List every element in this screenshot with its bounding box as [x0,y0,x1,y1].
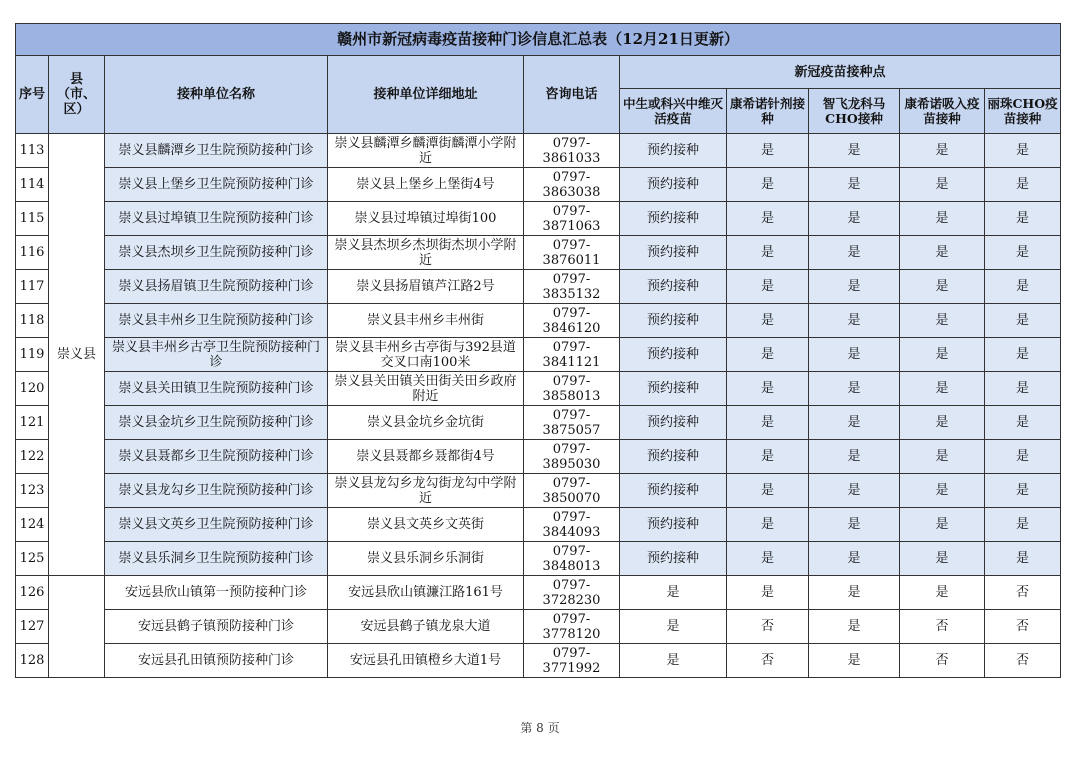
cell-address: 崇义县丰州乡古亭街与392县道交叉口南100米 [328,338,524,372]
cell-address: 崇义县关田镇关田街关田乡政府附近 [328,372,524,406]
cell-vaccine-cansino-injection: 是 [727,508,809,542]
cell-phone: 0797-3875057 [524,406,620,440]
table-row [16,304,1061,338]
cell-vaccine-inactivated: 预约接种 [620,304,727,338]
cell-vaccine-cansino-injection: 是 [727,474,809,508]
cell-vaccine-cansino-injection: 否 [727,644,809,678]
table-row [16,474,1061,508]
cell-phone: 0797-3846120 [524,304,620,338]
cell-vaccine-cansino-inhaled: 是 [900,576,985,610]
table-row [16,372,1061,406]
cell-phone: 0797-3728230 [524,576,620,610]
cell-vaccine-inactivated: 预约接种 [620,270,727,304]
cell-vaccine-inactivated: 预约接种 [620,168,727,202]
cell-vaccine-inactivated: 预约接种 [620,406,727,440]
cell-unit-name: 崇义县上堡乡卫生院预防接种门诊 [105,168,328,202]
table-row [16,236,1061,270]
cell-vaccine-zhifei-cho: 是 [809,236,900,270]
cell-unit-name: 崇义县丰州乡古亭卫生院预防接种门诊 [105,338,328,372]
cell-vaccine-inactivated: 是 [620,644,727,678]
cell-vaccine-cansino-injection: 是 [727,304,809,338]
cell-vaccine-cansino-injection: 是 [727,406,809,440]
cell-vaccine-inactivated: 预约接种 [620,440,727,474]
cell-vaccine-livzon-cho: 是 [985,134,1061,168]
cell-vaccine-cansino-inhaled: 是 [900,202,985,236]
table-row [16,576,1061,610]
cell-vaccine-livzon-cho: 是 [985,270,1061,304]
cell-unit-name: 崇义县乐洞乡卫生院预防接种门诊 [105,542,328,576]
cell-phone: 0797-3861033 [524,134,620,168]
cell-unit-name: 安远县欣山镇第一预防接种门诊 [105,576,328,610]
cell-vaccine-livzon-cho: 是 [985,168,1061,202]
header-vaccine-cansino-inhaled: 康希诺吸入疫苗接种 [900,89,985,134]
cell-unit-name: 崇义县过埠镇卫生院预防接种门诊 [105,202,328,236]
cell-address: 安远县欣山镇濂江路161号 [328,576,524,610]
cell-vaccine-livzon-cho: 是 [985,406,1061,440]
cell-seq: 125 [16,542,49,576]
cell-seq: 128 [16,644,49,678]
cell-vaccine-cansino-injection: 是 [727,134,809,168]
cell-vaccine-livzon-cho: 是 [985,372,1061,406]
cell-address: 崇义县聂都乡聂都街4号 [328,440,524,474]
table-row [16,406,1061,440]
cell-address: 崇义县丰州乡丰州街 [328,304,524,338]
cell-vaccine-cansino-inhaled: 否 [900,644,985,678]
cell-unit-name: 崇义县扬眉镇卫生院预防接种门诊 [105,270,328,304]
cell-address: 崇义县上堡乡上堡街4号 [328,168,524,202]
page-footer: 第 8 页 [520,721,560,735]
cell-vaccine-inactivated: 是 [620,576,727,610]
table-row [16,542,1061,576]
cell-vaccine-zhifei-cho: 是 [809,474,900,508]
cell-seq: 114 [16,168,49,202]
table-row [16,508,1061,542]
cell-address: 崇义县扬眉镇芦江路2号 [328,270,524,304]
cell-address: 崇义县龙勾乡龙勾街龙勾中学附近 [328,474,524,508]
cell-phone: 0797-3848013 [524,542,620,576]
cell-vaccine-zhifei-cho: 是 [809,202,900,236]
cell-seq: 119 [16,338,49,372]
cell-unit-name: 崇义县杰坝乡卫生院预防接种门诊 [105,236,328,270]
cell-vaccine-inactivated: 预约接种 [620,134,727,168]
cell-phone: 0797-3841121 [524,338,620,372]
cell-vaccine-cansino-injection: 是 [727,576,809,610]
cell-vaccine-cansino-inhaled: 是 [900,134,985,168]
cell-vaccine-cansino-inhaled: 是 [900,508,985,542]
cell-vaccine-cansino-injection: 是 [727,372,809,406]
header-unit-name: 接种单位名称 [105,56,328,134]
cell-vaccine-livzon-cho: 是 [985,508,1061,542]
cell-address: 崇义县文英乡文英街 [328,508,524,542]
table-row [16,168,1061,202]
table-row [16,440,1061,474]
header-address: 接种单位详细地址 [328,56,524,134]
cell-vaccine-inactivated: 预约接种 [620,372,727,406]
cell-vaccine-livzon-cho: 否 [985,644,1061,678]
cell-vaccine-cansino-injection: 是 [727,202,809,236]
cell-phone: 0797-3850070 [524,474,620,508]
cell-vaccine-cansino-inhaled: 否 [900,610,985,644]
cell-vaccine-cansino-inhaled: 是 [900,440,985,474]
cell-vaccine-livzon-cho: 是 [985,304,1061,338]
cell-phone: 0797-3876011 [524,236,620,270]
cell-unit-name: 崇义县金坑乡卫生院预防接种门诊 [105,406,328,440]
cell-unit-name: 崇义县丰州乡卫生院预防接种门诊 [105,304,328,338]
cell-phone: 0797-3863038 [524,168,620,202]
header-vaccine-livzon-cho: 丽珠CHO疫苗接种 [985,89,1061,134]
cell-vaccine-cansino-inhaled: 是 [900,474,985,508]
cell-vaccine-livzon-cho: 是 [985,474,1061,508]
cell-vaccine-cansino-inhaled: 是 [900,168,985,202]
cell-unit-name: 崇义县文英乡卫生院预防接种门诊 [105,508,328,542]
cell-vaccine-livzon-cho: 否 [985,610,1061,644]
cell-unit-name: 崇义县龙勾乡卫生院预防接种门诊 [105,474,328,508]
cell-vaccine-livzon-cho: 是 [985,542,1061,576]
cell-vaccine-cansino-inhaled: 是 [900,304,985,338]
cell-unit-name: 崇义县关田镇卫生院预防接种门诊 [105,372,328,406]
cell-vaccine-zhifei-cho: 是 [809,440,900,474]
cell-vaccine-inactivated: 预约接种 [620,508,727,542]
cell-address: 安远县孔田镇橙乡大道1号 [328,644,524,678]
table-body [16,134,1061,678]
table-row [16,134,1061,168]
table-title: 赣州市新冠病毒疫苗接种门诊信息汇总表（12月21日更新） [16,24,1061,56]
cell-address: 崇义县乐洞乡乐洞街 [328,542,524,576]
cell-phone: 0797-3835132 [524,270,620,304]
header-seq: 序号 [16,56,49,134]
cell-vaccine-cansino-injection: 是 [727,440,809,474]
cell-address: 崇义县过埠镇过埠街100 [328,202,524,236]
cell-seq: 123 [16,474,49,508]
cell-vaccine-livzon-cho: 是 [985,338,1061,372]
cell-vaccine-zhifei-cho: 是 [809,134,900,168]
cell-vaccine-zhifei-cho: 是 [809,304,900,338]
cell-vaccine-inactivated: 预约接种 [620,338,727,372]
cell-seq: 121 [16,406,49,440]
cell-phone: 0797-3778120 [524,610,620,644]
cell-address: 崇义县金坑乡金坑街 [328,406,524,440]
table-row [16,270,1061,304]
cell-seq: 120 [16,372,49,406]
cell-vaccine-zhifei-cho: 是 [809,508,900,542]
cell-vaccine-zhifei-cho: 是 [809,338,900,372]
header-county: 县（市、区） [49,56,105,134]
cell-vaccine-livzon-cho: 是 [985,202,1061,236]
cell-seq: 126 [16,576,49,610]
cell-vaccine-cansino-inhaled: 是 [900,270,985,304]
cell-vaccine-inactivated: 预约接种 [620,236,727,270]
cell-vaccine-cansino-injection: 是 [727,542,809,576]
cell-vaccine-cansino-injection: 是 [727,338,809,372]
cell-seq: 116 [16,236,49,270]
cell-seq: 113 [16,134,49,168]
cell-vaccine-zhifei-cho: 是 [809,270,900,304]
header-vaccine-group: 新冠疫苗接种点 [620,56,1061,89]
cell-vaccine-inactivated: 是 [620,610,727,644]
cell-seq: 117 [16,270,49,304]
cell-vaccine-livzon-cho: 是 [985,440,1061,474]
cell-vaccine-cansino-inhaled: 是 [900,372,985,406]
cell-vaccine-cansino-inhaled: 是 [900,542,985,576]
cell-seq: 124 [16,508,49,542]
cell-address: 安远县鹤子镇龙泉大道 [328,610,524,644]
cell-phone: 0797-3771992 [524,644,620,678]
header-vaccine-zhifei-cho: 智飞龙科马CHO接种 [809,89,900,134]
cell-vaccine-inactivated: 预约接种 [620,542,727,576]
cell-vaccine-zhifei-cho: 是 [809,610,900,644]
cell-vaccine-livzon-cho: 否 [985,576,1061,610]
cell-county: 崇义县 [49,134,105,576]
cell-vaccine-zhifei-cho: 是 [809,644,900,678]
cell-unit-name: 崇义县麟潭乡卫生院预防接种门诊 [105,134,328,168]
cell-phone: 0797-3895030 [524,440,620,474]
cell-seq: 127 [16,610,49,644]
table-row [16,338,1061,372]
cell-vaccine-cansino-injection: 是 [727,236,809,270]
cell-vaccine-cansino-injection: 否 [727,610,809,644]
cell-address: 崇义县杰坝乡杰坝街杰坝小学附近 [328,236,524,270]
cell-vaccine-zhifei-cho: 是 [809,576,900,610]
cell-unit-name: 安远县孔田镇预防接种门诊 [105,644,328,678]
cell-vaccine-livzon-cho: 是 [985,236,1061,270]
cell-address: 崇义县麟潭乡麟潭街麟潭小学附近 [328,134,524,168]
cell-phone: 0797-3871063 [524,202,620,236]
cell-phone: 0797-3844093 [524,508,620,542]
cell-vaccine-inactivated: 预约接种 [620,474,727,508]
header-vaccine-cansino-injection: 康希诺针剂接种 [727,89,809,134]
cell-vaccine-zhifei-cho: 是 [809,406,900,440]
cell-vaccine-zhifei-cho: 是 [809,372,900,406]
vaccination-table [15,23,1061,678]
cell-unit-name: 崇义县聂都乡卫生院预防接种门诊 [105,440,328,474]
table-row [16,202,1061,236]
cell-seq: 115 [16,202,49,236]
cell-vaccine-zhifei-cho: 是 [809,542,900,576]
header-phone: 咨询电话 [524,56,620,134]
cell-vaccine-cansino-injection: 是 [727,270,809,304]
cell-county [49,576,105,678]
cell-vaccine-inactivated: 预约接种 [620,202,727,236]
cell-vaccine-zhifei-cho: 是 [809,168,900,202]
cell-unit-name: 安远县鹤子镇预防接种门诊 [105,610,328,644]
cell-vaccine-cansino-inhaled: 是 [900,338,985,372]
cell-phone: 0797-3858013 [524,372,620,406]
cell-seq: 122 [16,440,49,474]
cell-vaccine-cansino-inhaled: 是 [900,236,985,270]
table-row [16,610,1061,644]
table-row [16,644,1061,678]
header-vaccine-inactivated: 中生或科兴中维灭活疫苗 [620,89,727,134]
cell-vaccine-cansino-injection: 是 [727,168,809,202]
cell-seq: 118 [16,304,49,338]
cell-vaccine-cansino-inhaled: 是 [900,406,985,440]
